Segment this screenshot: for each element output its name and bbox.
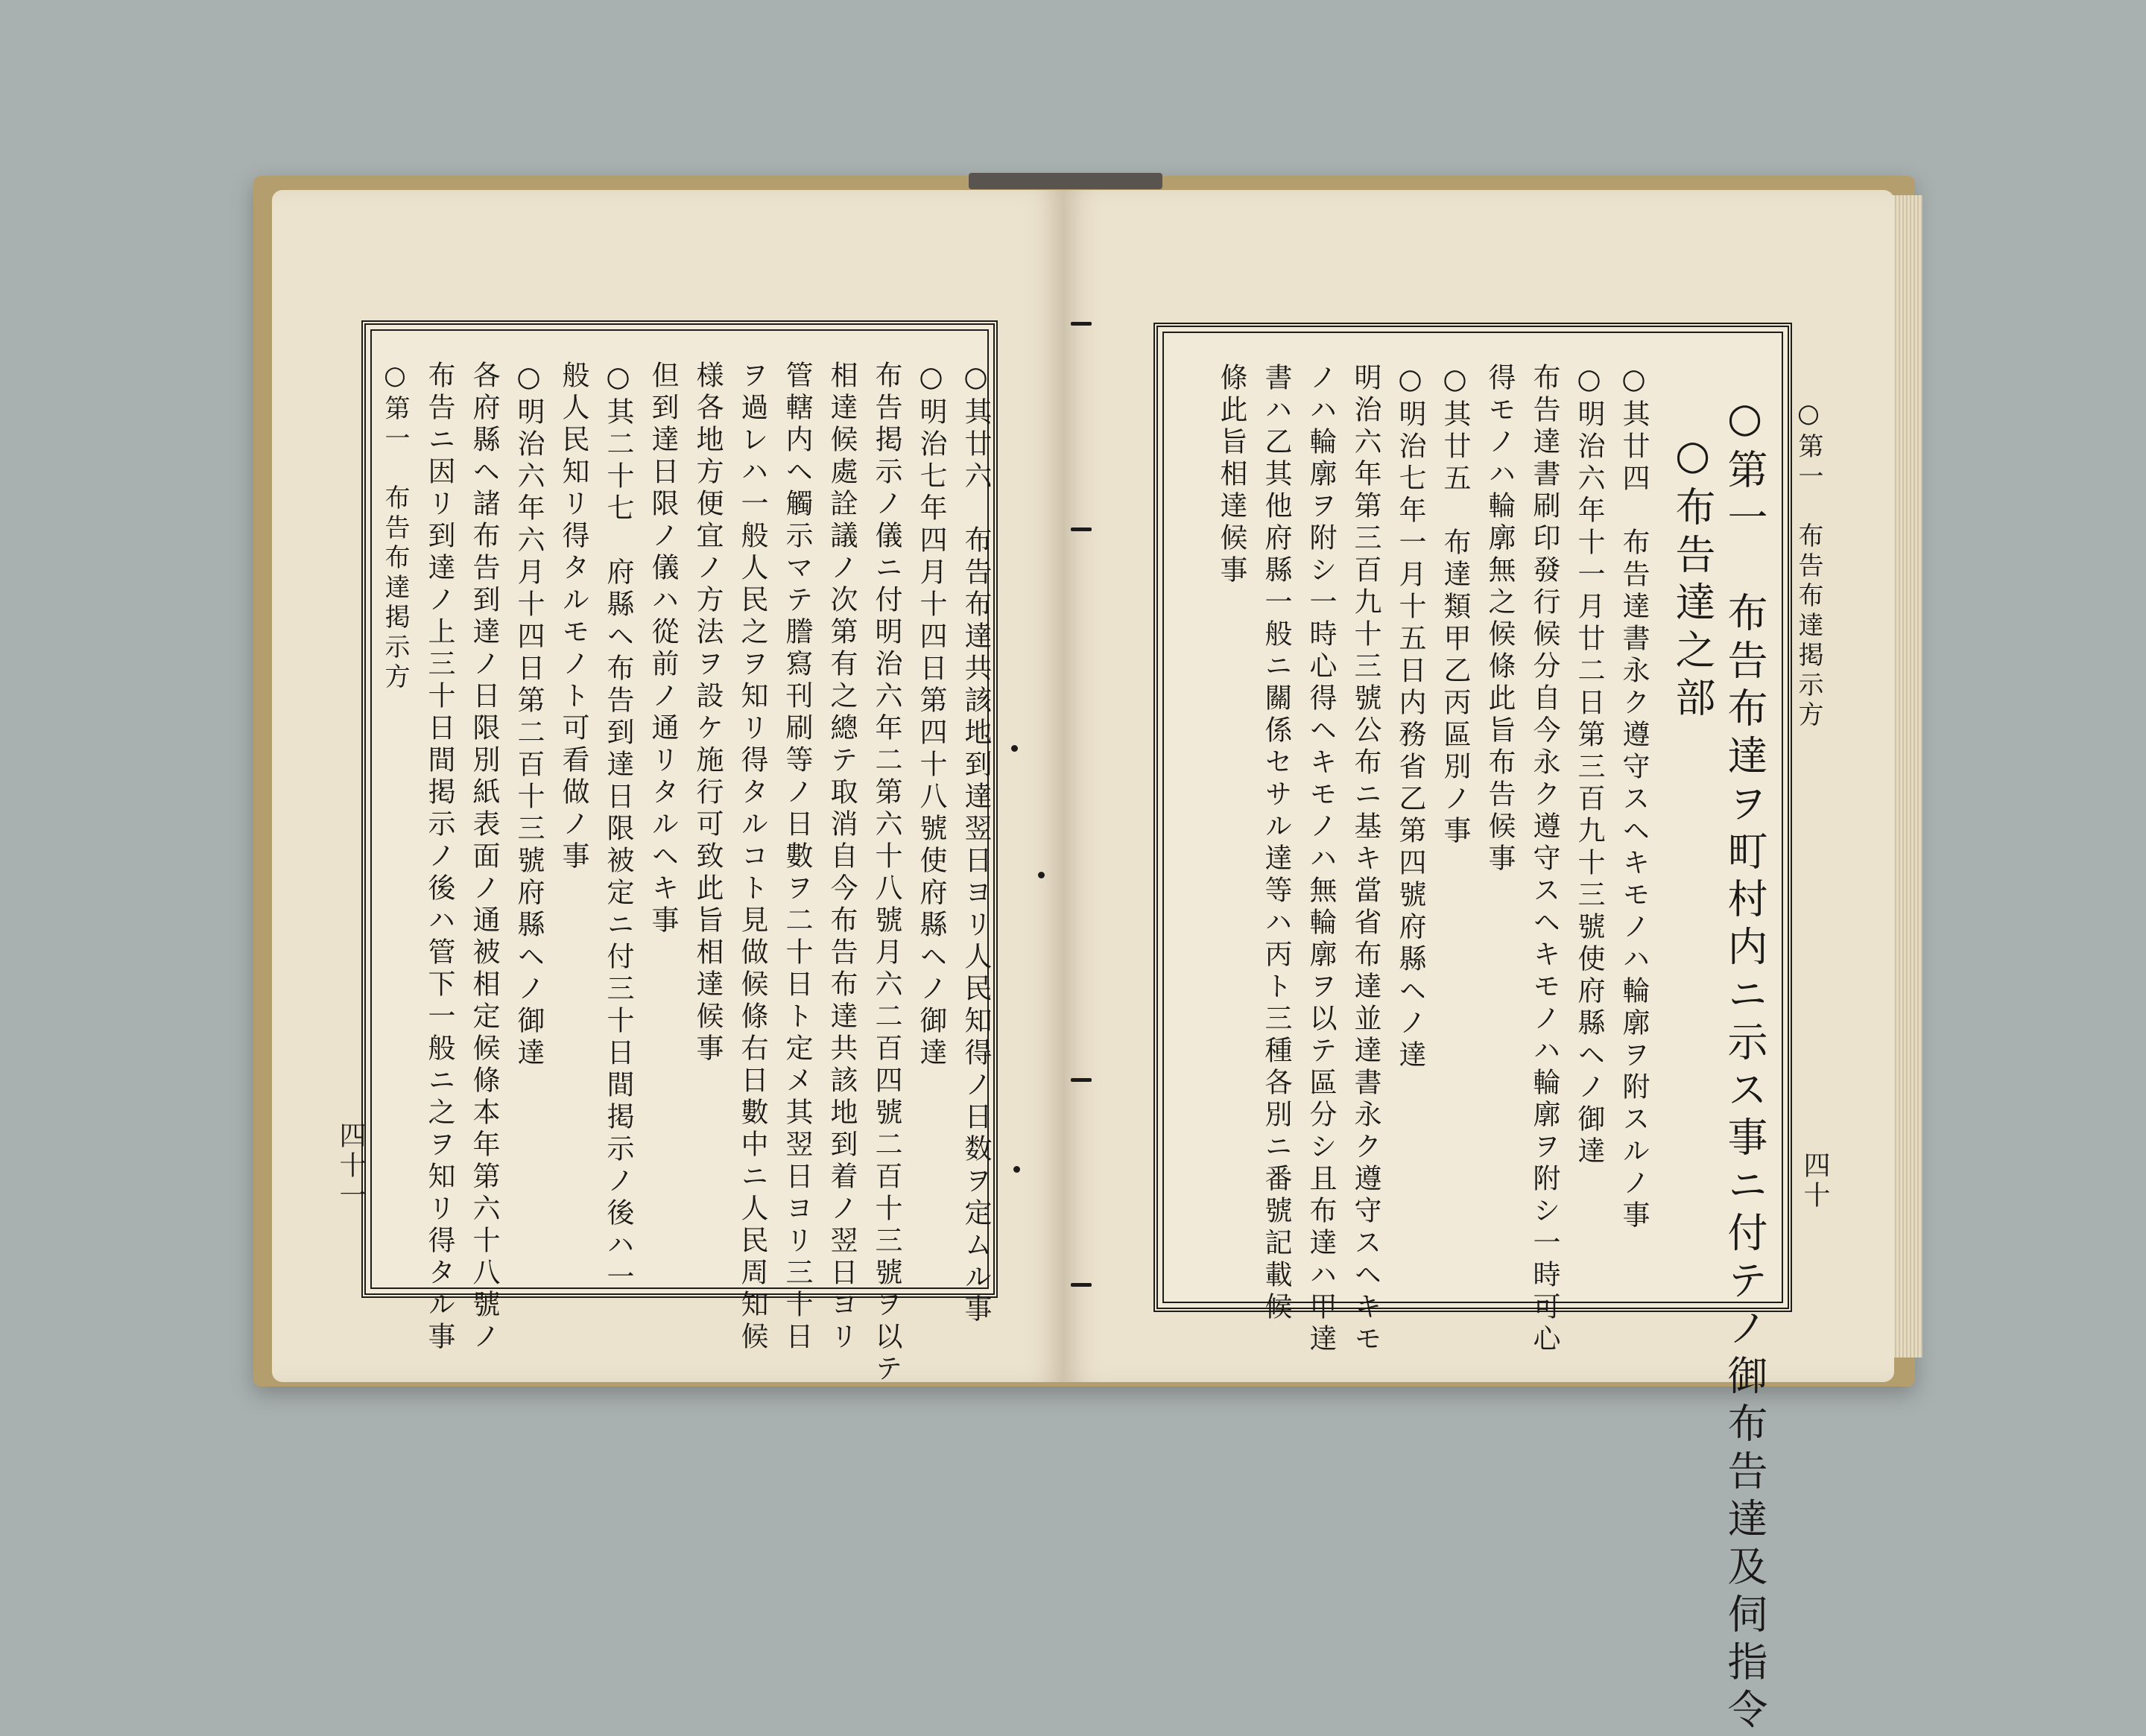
text-column: 各府縣ヘ諸布告到達ノ日限別紙表面ノ通被相定候條本年第六十八號ノ xyxy=(468,361,500,1354)
binding-stitch xyxy=(1071,322,1092,326)
text-column: 條此旨相達候事 xyxy=(1215,363,1247,587)
right-text-frame xyxy=(1153,323,1792,1736)
text-column: 布告達書刷印發行候分自今永ク遵守スヘキモノハ輪廓ヲ附シ一時可心 xyxy=(1528,363,1560,1356)
chapter-title: ○第一 布告布達ヲ町村内ニ示ス事ニ付テノ御布告達及伺指令 xyxy=(1721,394,1768,1736)
page-number: 四十 xyxy=(1800,1151,1830,1211)
text-column: 書ハ乙其他府縣一般ニ關係セサル達等ハ丙ト三種各別ニ番號記載候 xyxy=(1260,363,1292,1324)
binding-stitch xyxy=(1071,1283,1092,1287)
page-number: 四十一 xyxy=(335,1121,366,1211)
page-running-header: ○第一 布告布達掲示方 xyxy=(1794,399,1823,731)
text-column: 布告ニ因リ到達ノ上三十日間掲示ノ後ハ管下一般ニ之ヲ知リ得タル事 xyxy=(423,361,455,1354)
section-title: ○布告達之部 xyxy=(1669,431,1716,724)
spine-headband xyxy=(969,173,1162,189)
text-column: 布告掲示ノ儀ニ付明治六年二第六十八號月六二百四號二百十三號ヲ以テ xyxy=(870,361,902,1386)
text-column: 得モノハ輪廓無之候條此旨布告候事 xyxy=(1484,363,1516,875)
text-column: ○明治七年四月十四日第四十八號使府縣ヘノ御達 xyxy=(915,361,947,1070)
binding-stitch xyxy=(1071,528,1092,531)
text-column: ○明治七年一月十五日内務省乙第四號府縣ヘノ達 xyxy=(1394,363,1426,1072)
text-column: ノハ輪廓ヲ附シ一時心得ヘキモノハ無輪廓ヲ以テ區分シ且布達ハ甲達 xyxy=(1305,363,1337,1356)
text-column: 相達候處詮議ノ次第有之總テ取消自今布告布達共該地到着ノ翌日ヨリ xyxy=(826,361,858,1354)
text-column: 管轄内ヘ觸示マテ謄寫刊刷等ノ日數ヲ二十日ト定メ其翌日ヨリ三十日 xyxy=(781,361,813,1354)
text-column: ○明治六年十一月廿二日第三百九十三號使府縣ヘノ御達 xyxy=(1573,363,1605,1168)
text-column: ○其廿四 布告達書永ク遵守スヘキモノハ輪廓ヲ附スルノ事 xyxy=(1618,363,1650,1232)
binding-hole xyxy=(1038,872,1045,878)
text-column: 但到達日限ノ儀ハ從前ノ通リタルヘキ事 xyxy=(647,361,679,937)
text-column: ○其廿五 布達類甲乙丙區別ノ事 xyxy=(1439,363,1471,848)
binding-hole xyxy=(1011,745,1018,752)
page-edges xyxy=(1893,195,1922,1358)
text-column: 明治六年第三百九十三號公布ニ基キ當省布達並達書永ク遵守スヘキモ xyxy=(1349,363,1381,1356)
left-text-frame xyxy=(361,320,998,1386)
text-column: ヲ過レハ一般人民之ヲ知リ得タルコト見做候條右日數中ニ人民周知候 xyxy=(736,361,768,1354)
text-column: ○其二十七 府縣ヘ布告到達日限被定ニ付三十日間掲示ノ後ハ一 xyxy=(602,361,634,1294)
page-running-header: ○第一 布告布達掲示方 xyxy=(380,361,410,693)
text-column: 般人民知リ得タルモノト可看做ノ事 xyxy=(557,361,589,873)
text-column: ○其廿六 布告布達共該地到達翌日ヨリ人民知得ノ日数ヲ定ムル事 xyxy=(960,361,992,1326)
text-column: ○明治六年六月十四日第二百十三號府縣ヘノ御達 xyxy=(513,361,545,1070)
text-column: 様各地方便宜ノ方法ヲ設ケ施行可致此旨相達候事 xyxy=(691,361,724,1065)
binding-hole xyxy=(1013,1166,1020,1173)
binding-stitch xyxy=(1071,1078,1092,1082)
